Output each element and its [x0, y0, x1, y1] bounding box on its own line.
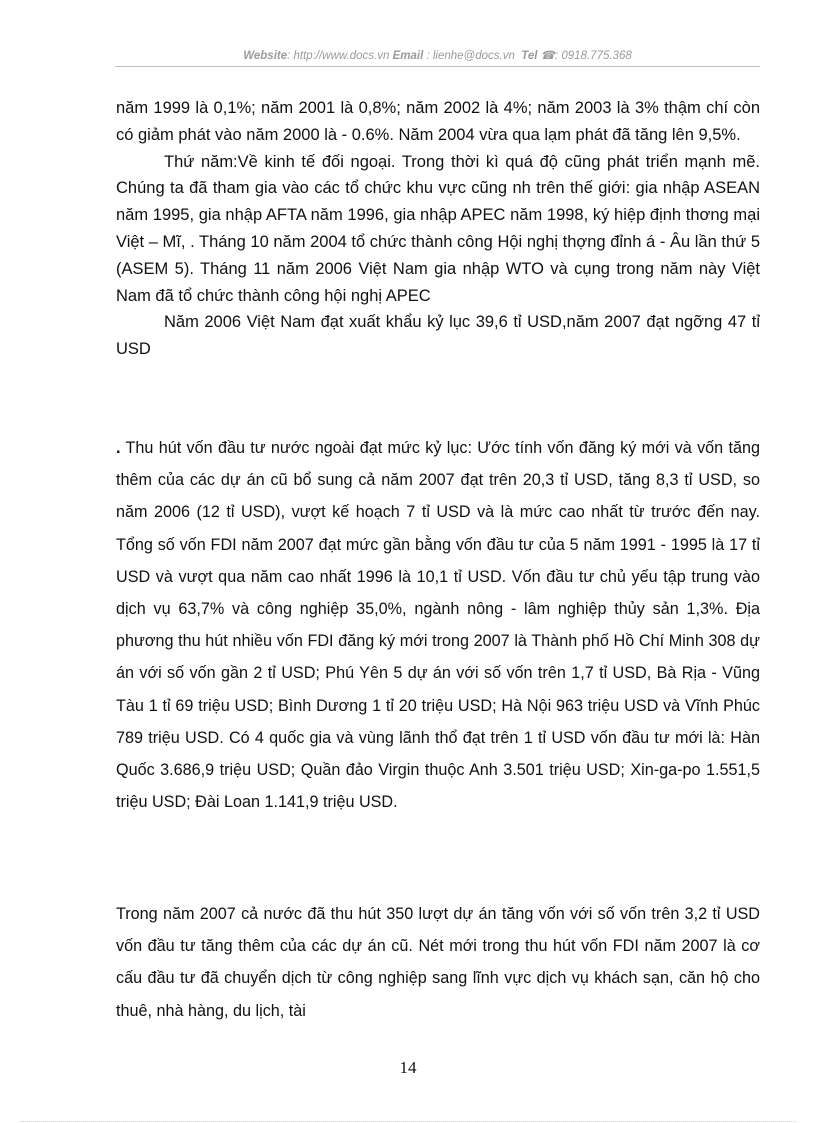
paragraph-fdi-record [116, 432, 760, 818]
section-capital-increase [116, 898, 760, 1027]
website-link[interactable]: : http://www.docs.vn [287, 50, 390, 62]
email-link[interactable]: : lienhe@docs.vn [423, 50, 515, 62]
phone-icon: ☎ [540, 50, 555, 62]
paragraph-inflation: năm 1999 là 0,1%; năm 2001 là 0,8%; năm 2002 là 4%; năm 2003 là 3% thậm chí còn có giảm phát vào năm 2000 là - 0.6%. Năm 2004 vừa qua lạm phát đã tăng lên 9,5%. [116, 99, 760, 144]
page-number: 14 [399, 1058, 417, 1077]
page-bottom-border [20, 1121, 796, 1122]
website-label: Website [243, 50, 288, 62]
email-label: Email [392, 50, 424, 62]
paragraph-exports: Năm 2006 Việt Nam đạt xuất khẩu kỷ lục 39,6 tỉ USD,năm 2007 đạt ngỡng 47 tỉ USD [116, 313, 760, 359]
page-header [115, 48, 760, 62]
paragraph-fdi-text: Thu hút vốn đầu tư nước ngoài đạt mức kỷ lục: Ước tính vốn đăng ký mới và vốn tăng thêm của các dự án cũ bổ sung cả năm 2007 đạt trên 20,3 tỉ USD, tăng 8,3 tỉ USD, so năm 2006 (12 tỉ USD), vượt kế hoạch 7 tỉ USD và là mức cao nhất từ trước đến nay. Tổng số vốn FDI năm 2007 đạt mức gần bằng vốn đầu tư của 5 năm 1991 - 1995 là 17 tỉ USD và vượt qua năm cao nhất 1996 là 10,1 tỉ USD. Vốn đầu tư chủ yếu tập trung vào dịch vụ 63,7% và công nghiệp 35,0%, ngành nông - lâm nghiệp thủy sản 1,3%. Địa phương thu hút nhiều vốn FDI đăng ký mới trong 2007 là Thành phố Hồ Chí Minh 308 dự án với số vốn gần 2 tỉ USD; Phú Yên 5 dự án với số vốn trên 1,7 tỉ USD, Bà Rịa - Vũng Tàu 1 tỉ 69 triệu USD; Bình Dương 1 tỉ 20 triệu USD; Hà Nội 963 triệu USD và Vĩnh Phúc 789 triệu USD. Có 4 quốc gia và vùng lãnh thổ đạt trên 1 tỉ USD vốn đầu tư mới là: Hàn Quốc 3.686,9 triệu USD; Quần đảo Virgin thuộc Anh 3.501 triệu USD; Xin-ga-po 1.551,5 triệu USD; Đài Loan 1.141,9 triệu USD. [116, 439, 760, 812]
bullet-marker: . [116, 439, 121, 457]
paragraph-capital-increase: Trong năm 2007 cả nước đã thu hút 350 lượt dự án tăng vốn với số vốn trên 3,2 tỉ USD vốn đầu tư tăng thêm của các dự án cũ. Nét mới trong thu hút vốn FDI năm 2007 là cơ cấu đầu tư đã chuyển dịch từ công nghiệp sang lĩnh vực dịch vụ khách sạn, căn hộ cho thuê, nhà hàng, du lịch, tài [116, 905, 760, 1020]
section-economy-summary [116, 95, 760, 363]
header-divider [115, 66, 760, 67]
tel-label: Tel [521, 50, 538, 62]
tel-value: : 0918.775.368 [555, 50, 632, 62]
paragraph-foreign-relations: Thứ năm:Về kinh tế đối ngoại. Trong thời kì quá độ cũng phát triển mạnh mẽ. Chúng ta đã tham gia vào các tổ chức khu vực cũng nh trên thế giới: gia nhập ASEAN năm 1995, gia nhập AFTA năm 1996, gia nhập APEC năm 1998, ký hiệp định thơng mại Việt – Mĩ, . Tháng 10 năm 2004 tổ chức thành công Hội nghị thợng đỉnh á - Âu lần thứ 5 (ASEM 5). Tháng 11 năm 2006 Việt Nam gia nhập WTO và cụng trong năm này Việt Nam đã tổ chức thành công hội nghị APEC [116, 152, 760, 305]
section-fdi [116, 432, 760, 818]
